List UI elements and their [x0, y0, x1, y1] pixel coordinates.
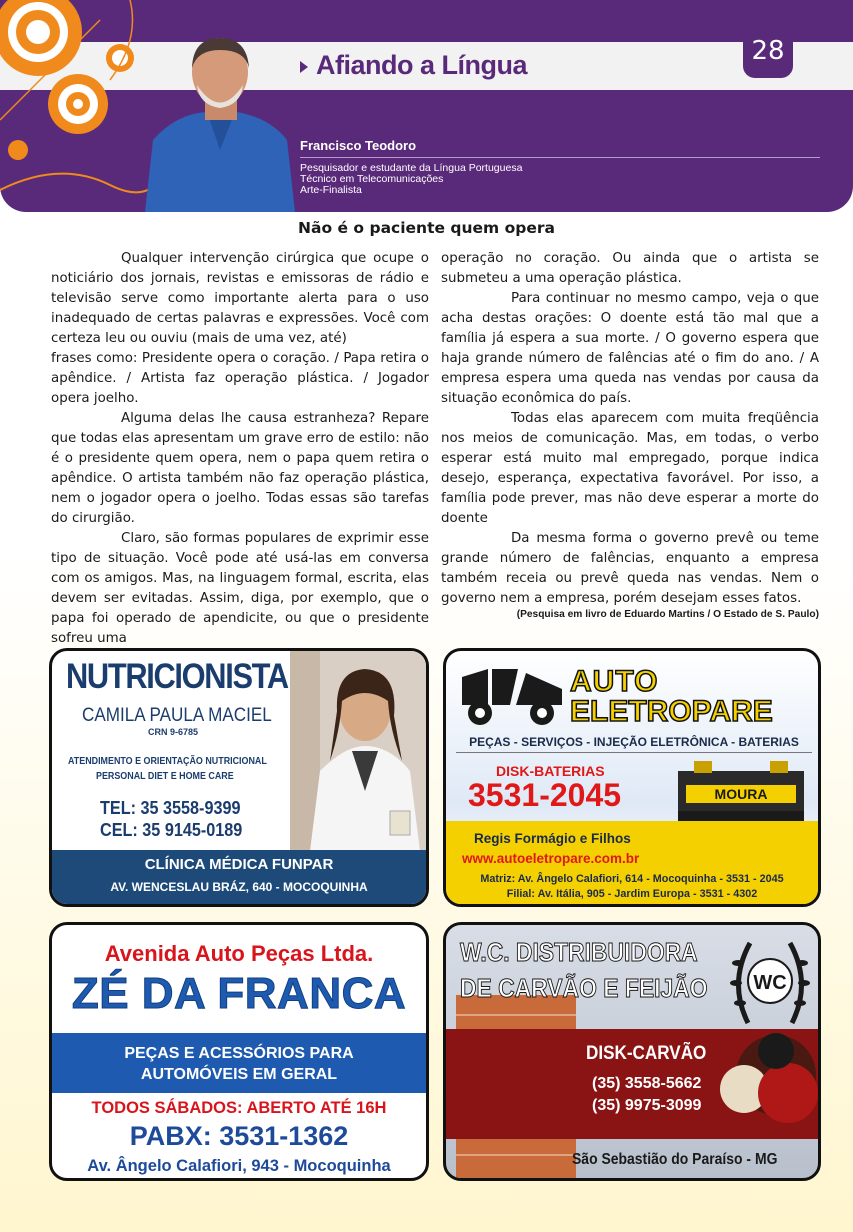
- author-name: Francisco Teodoro: [300, 138, 417, 153]
- article-column-right: [441, 249, 819, 609]
- ad-service: PERSONAL DIET E HOME CARE: [96, 770, 234, 782]
- author-portrait: [145, 30, 295, 212]
- ad-line: AUTOMÓVEIS EM GERAL: [140, 1066, 338, 1083]
- ad-title: DE CARVÃO E FEIJÃO: [460, 973, 708, 1003]
- ad-nutricionista[interactable]: [49, 648, 429, 907]
- paragraph: Qualquer intervenção cirúrgica que ocupe o noticiário dos jornais, revistas e emissoras de rádio e televisão serve como importante alerta para o uso inadequado de certas palavras e expressões. Você com certeza leu ou ouviu (mais de uma vez, até): [51, 251, 429, 346]
- nutritionist-photo: [290, 651, 429, 851]
- ad-auto-eletropare[interactable]: [443, 648, 821, 907]
- ad-address: AV. WENCESLAU BRÁZ, 640 - MOCOQUINHA: [110, 880, 368, 894]
- paragraph: Da mesma forma o governo prevê ou teme grande número de falências, enquanto a empresa também receia ou prevê queda nas vendas. Nem o governo nem a empresa, porém desejam esses fatos.: [441, 531, 819, 606]
- ad-address: Av. Ângelo Calafiori, 943 - Mocoquinha: [87, 1157, 391, 1175]
- article-title: Não é o paciente quem opera: [298, 219, 555, 237]
- ad-brand: AUTO: [570, 665, 659, 698]
- ad-owner: Regis Formágio e Filhos: [474, 831, 631, 846]
- ad-phone[interactable]: PABX: 3531-1362: [129, 1121, 349, 1151]
- page-header: [0, 0, 853, 212]
- ad-services: PEÇAS - SERVIÇOS - INJEÇÃO ELETRÔNICA - BATERIAS: [469, 735, 799, 749]
- ad-hours: TODOS SÁBADOS: ABERTO ATÉ 16H: [91, 1099, 387, 1117]
- ad-line: PEÇAS E ACESSÓRIOS PARA: [124, 1045, 354, 1062]
- ad-website[interactable]: www.autoeletropare.com.br: [462, 851, 640, 866]
- ad-company: Avenida Auto Peças Ltda.: [104, 941, 374, 966]
- ad-city: São Sebastião do Paraíso - MG: [572, 1151, 778, 1168]
- divider: [300, 157, 820, 158]
- paragraph: Para continuar no mesmo campo, veja o que acha destas orações: O doente está tão mal que a família já espera a sua morte. / O governo espera que haja grande número de falências até o fim do ano. / A empresa espera uma queda nas vendas por causa da situação econômica do país.: [441, 291, 819, 406]
- divider: [456, 752, 812, 753]
- wc-logo: [728, 933, 812, 1033]
- beans-image: [716, 1029, 818, 1139]
- ad-disk-label: DISK-CARVÃO: [586, 1043, 707, 1064]
- author-role: Técnico em Telecomunicações: [300, 173, 444, 185]
- ad-phone[interactable]: 3531-2045: [468, 777, 622, 813]
- paragraph: Alguma delas lhe causa estranheza? Repare que todas elas apresentam um grave erro de estilo: não é o presidente quem opera, nem o papa quem retira o apêndice. O artista também não faz operação plástica, nem o jogador opera o joelho. Todas essas são tarefas do cirurgião.: [51, 411, 429, 526]
- author-role: Arte-Finalista: [300, 184, 362, 196]
- paragraph: operação no coração. Ou ainda que o artista se submeteu a uma operação plástica.: [441, 251, 819, 286]
- ad-crn: CRN 9-6785: [148, 727, 199, 737]
- ad-phone[interactable]: (35) 3558-5662: [592, 1075, 702, 1092]
- page-number: 28: [743, 28, 793, 78]
- ad-phone[interactable]: CEL: 35 9145-0189: [100, 820, 243, 840]
- paragraph: Claro, são formas populares de exprimir esse tipo de situação. Você pode até usá-las em conversa com os amigos. Mas, na linguagem formal, escrita, elas devem ser evitadas. Assim, diga, por exemplo, que o papa foi operado de apendicite, ou que o presidente sofreu uma: [51, 531, 429, 646]
- truck-logo: [458, 661, 566, 731]
- ad-title: W.C. DISTRIBUIDORA: [460, 937, 698, 967]
- article-column-left: [51, 249, 429, 649]
- wc-logo-text: WC: [753, 972, 787, 994]
- ad-band: [52, 1033, 426, 1093]
- section-title: Afiando a Língua: [300, 50, 527, 81]
- ad-brand: ZÉ DA FRANCA: [71, 969, 407, 1018]
- ad-disk-label: DISK-BATERIAS: [496, 763, 605, 779]
- ad-name: CAMILA PAULA MACIEL: [82, 705, 272, 726]
- ad-ze-da-franca[interactable]: [49, 922, 429, 1181]
- ad-address: Matriz: Av. Ângelo Calafiori, 614 - Mocoquinha - 3531 - 2045: [480, 873, 784, 885]
- ad-phone[interactable]: TEL: 35 3558-9399: [100, 798, 241, 818]
- article-source: (Pesquisa em livro de Eduardo Martins / O Estado de S. Paulo): [516, 609, 819, 620]
- ad-phone[interactable]: (35) 9975-3099: [592, 1097, 702, 1114]
- author-role: Pesquisador e estudante da Língua Portuguesa: [300, 162, 523, 174]
- paragraph: Todas elas aparecem com muita freqüência nos meios de comunicação. Mas, em todas, o verbo esperar está muito mal empregado, porque indica desejo, esperança, expectativa favorável. Por isso, a família pode prever, mas não deve esperar a morte do doente: [441, 411, 819, 526]
- ad-title: NUTRICIONISTA: [66, 657, 288, 696]
- paragraph: frases como: Presidente opera o coração. / Papa retira o apêndice. / Artista faz operação plástica. / Jogador opera joelho.: [51, 351, 429, 406]
- ad-wc-distribuidora[interactable]: [443, 922, 821, 1181]
- ad-clinic: CLÍNICA MÉDICA FUNPAR: [144, 856, 334, 873]
- ad-address: Filial: Av. Itália, 905 - Jardim Europa - 3531 - 4302: [506, 888, 758, 900]
- ad-service: ATENDIMENTO E ORIENTAÇÃO NUTRICIONAL: [68, 755, 267, 767]
- ad-brand: ELETROPARE: [570, 695, 773, 728]
- battery-brand: MOURA: [714, 786, 768, 802]
